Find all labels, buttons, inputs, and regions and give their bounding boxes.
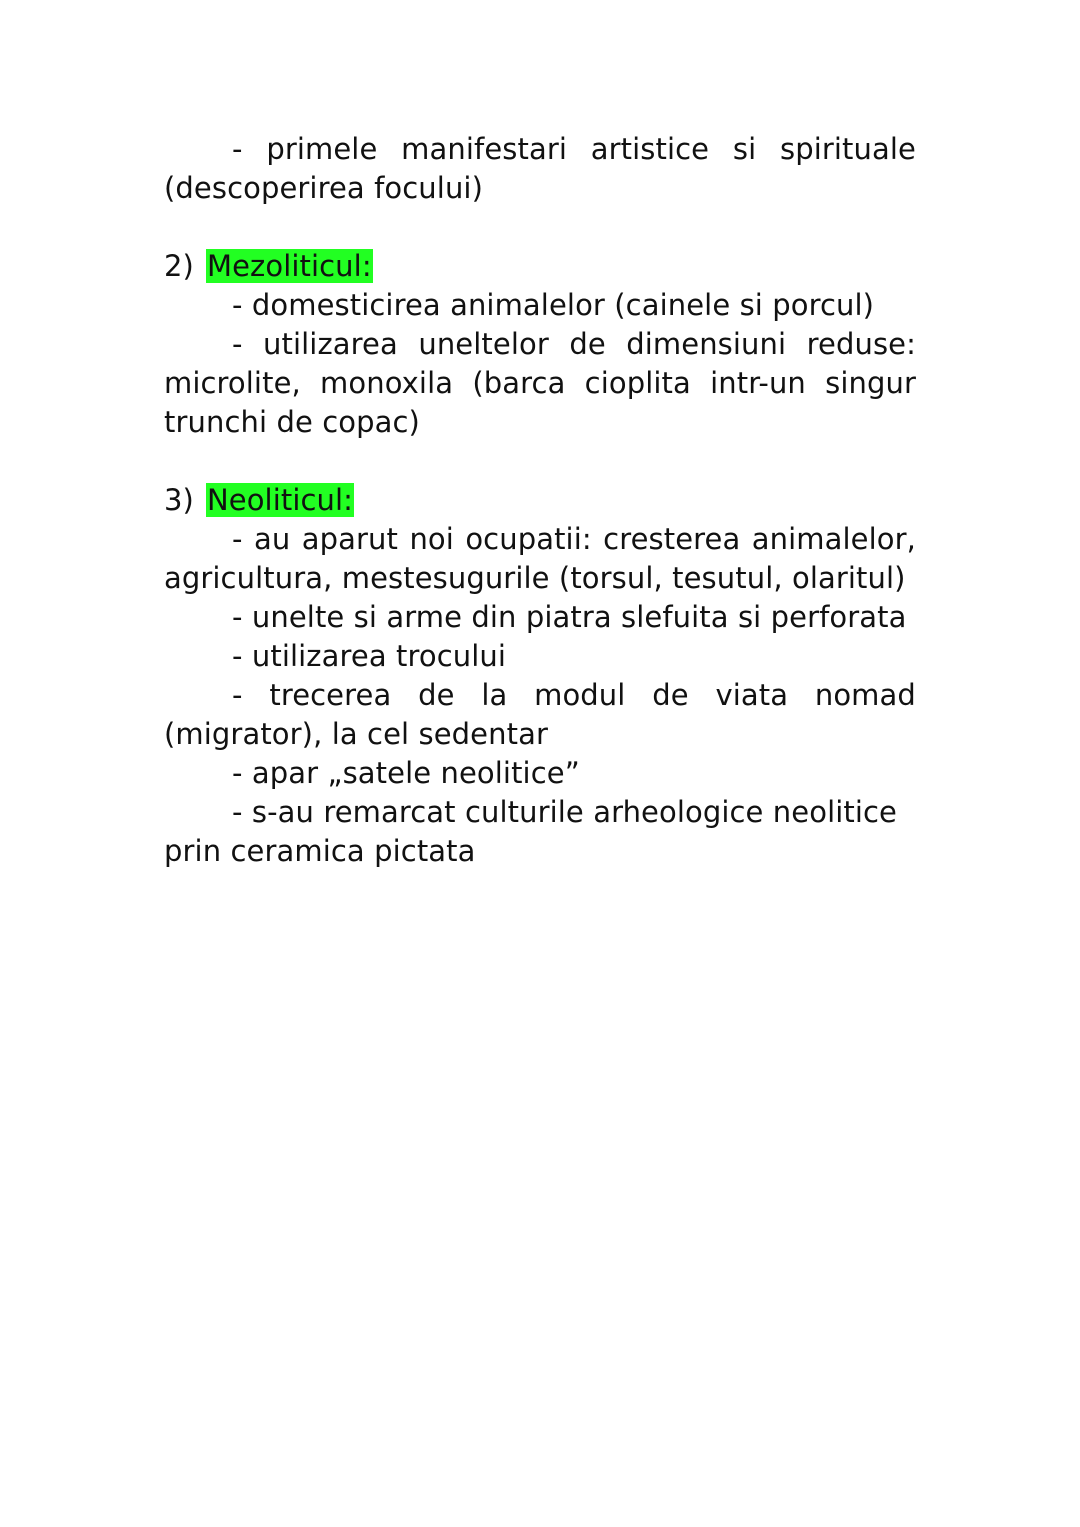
word: utilizarea (263, 327, 398, 361)
word: au (254, 522, 291, 556)
word: cresterea (603, 522, 741, 556)
word: nomad (814, 678, 916, 712)
word: singur (825, 366, 916, 400)
section-number: 2) (164, 249, 194, 283)
word: - (232, 132, 243, 166)
word: spirituale (780, 132, 916, 166)
section-heading-neolitic (164, 481, 916, 520)
word: uneltelor (418, 327, 549, 361)
neolitic-item-4-line-2: (migrator), la cel sedentar (164, 717, 548, 751)
neolitic-item-2: - unelte si arme din piatra slefuita si perforata (232, 600, 907, 634)
word: reduse: (806, 327, 916, 361)
section-title-highlighted: Mezoliticul: (206, 249, 372, 283)
section-title-highlighted: Neoliticul: (206, 483, 354, 517)
word: (barca (472, 366, 566, 400)
word: - (232, 522, 243, 556)
word: viata (715, 678, 789, 712)
mezolitic-item-1: - domesticirea animalelor (cainele si porcul) (232, 288, 875, 322)
intro-line-1 (164, 130, 916, 169)
word: la (481, 678, 508, 712)
word: cioplita (584, 366, 691, 400)
spacer (164, 208, 916, 247)
word: - (232, 327, 243, 361)
section-number: 3) (164, 483, 194, 517)
word: animalelor, (751, 522, 916, 556)
mezolitic-item-2-line-2 (164, 364, 916, 403)
word: de (652, 678, 689, 712)
word: noi (409, 522, 454, 556)
mezolitic-item-2-line-3: trunchi de copac) (164, 405, 420, 439)
word: aparut (301, 522, 399, 556)
word: microlite, (164, 366, 301, 400)
neolitic-item-4-line-1 (164, 676, 916, 715)
word: artistice (590, 132, 710, 166)
neolitic-item-5: - apar „satele neolitice” (232, 756, 580, 790)
word: ocupatii: (465, 522, 592, 556)
neolitic-item-6-line-2: prin ceramica pictata (164, 834, 476, 868)
document-page (164, 130, 916, 871)
word: si (732, 132, 757, 166)
mezolitic-item-2-line-1 (164, 325, 916, 364)
word: monoxila (320, 366, 454, 400)
neolitic-item-1-line-1 (164, 520, 916, 559)
intro-line-2: (descoperirea focului) (164, 171, 483, 205)
spacer (164, 442, 916, 481)
neolitic-item-1-line-2: agricultura, mestesugurile (torsul, tesutul, olaritul) (164, 561, 906, 595)
neolitic-item-6-line-1: - s-au remarcat culturile arheologice neolitice (232, 795, 898, 829)
section-heading-mezolitic (164, 247, 916, 286)
word: trecerea (269, 678, 392, 712)
word: de (418, 678, 455, 712)
word: dimensiuni (626, 327, 787, 361)
neolitic-item-3: - utilizarea trocului (232, 639, 507, 673)
word: intr-un (710, 366, 806, 400)
word: manifestari (401, 132, 568, 166)
word: de (569, 327, 606, 361)
word: - (232, 678, 243, 712)
word: primele (266, 132, 378, 166)
word: modul (534, 678, 626, 712)
